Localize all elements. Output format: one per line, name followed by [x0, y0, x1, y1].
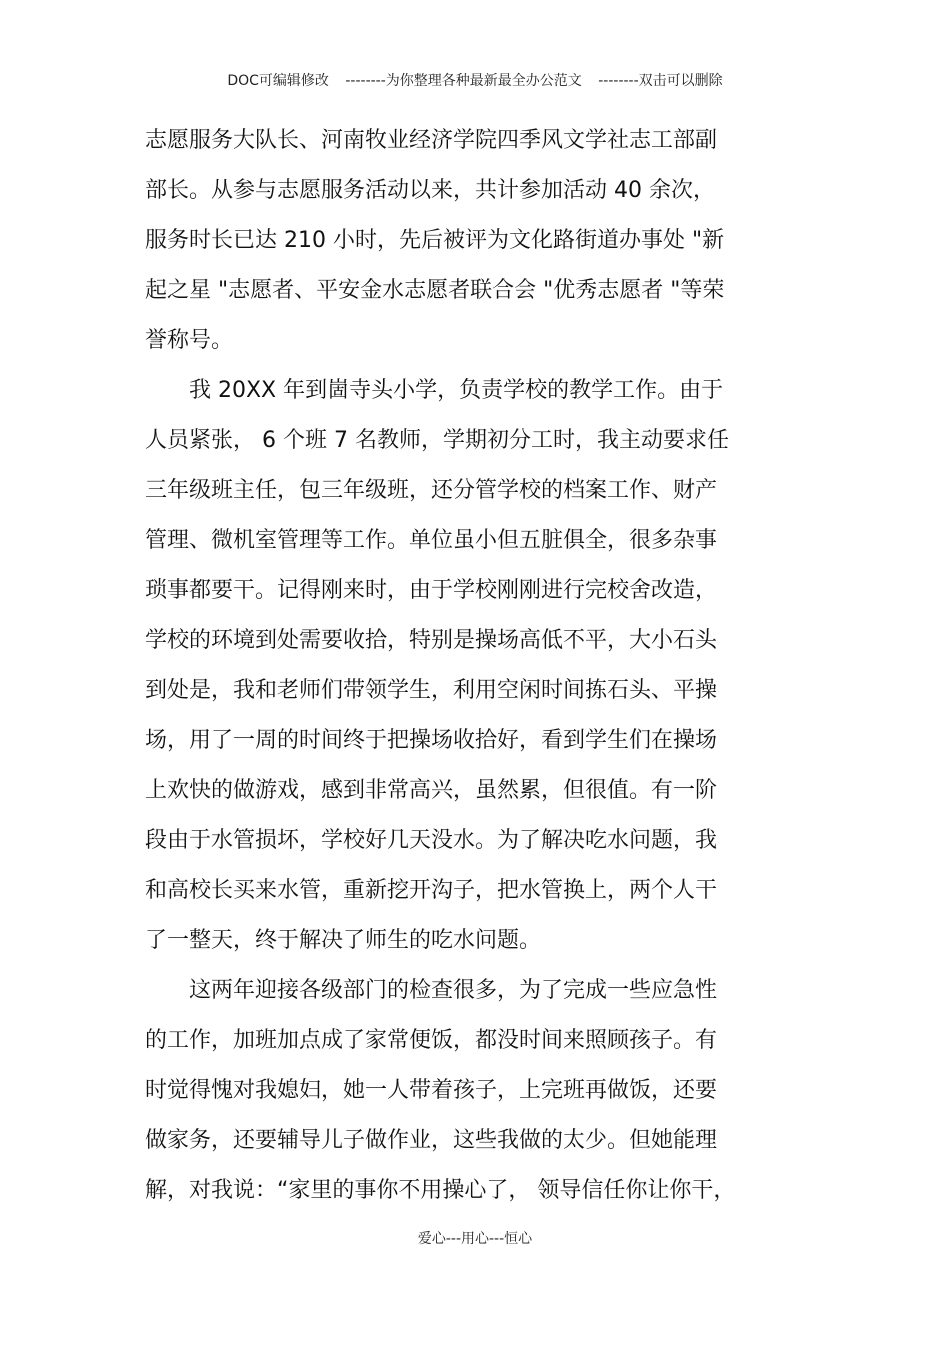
- body-line: 场，用了一周的时间终于把操场收拾好，看到学生们在操场: [145, 728, 718, 753]
- body-line: 人员紧张， 6 个班 7 名教师，学期初分工时，我主动要求任: [145, 428, 729, 453]
- page-header: [0, 72, 950, 90]
- body-line: 学校的环境到处需要收拾，特别是操场高低不平，大小石头: [145, 628, 718, 653]
- body-line: 段由于水管损坏，学校好几天没水。为了解决吃水问题，我: [145, 828, 718, 853]
- body-line: 琐事都要干。记得刚来时，由于学校刚刚进行完校舍改造，: [145, 578, 718, 603]
- body-line: 了一整天，终于解决了师生的吃水问题。: [145, 928, 542, 953]
- body-line: 这两年迎接各级部门的检查很多，为了完成一些应急性: [145, 978, 718, 1003]
- header-slogan: --------为你整理各种最新最全办公范文: [345, 73, 582, 89]
- header-delete-hint: --------双击可以删除: [598, 73, 723, 89]
- body-line: 起之星 "志愿者、平安金水志愿者联合会 "优秀志愿者 "等荣: [145, 278, 725, 303]
- body-line: 服务时长已达 210 小时，先后被评为文化路街道办事处 "新: [145, 228, 725, 253]
- body-line: 解，对我说：“家里的事你不用操心了， 领导信任你让你干，: [145, 1178, 736, 1203]
- body-line: 时觉得愧对我媳妇，她一人带着孩子，上完班再做饭，还要: [145, 1078, 718, 1103]
- body-line: 志愿服务大队长、河南牧业经济学院四季风文学社志工部副: [145, 128, 718, 153]
- body-line: 三年级班主任，包三年级班，还分管学校的档案工作、财产: [145, 478, 718, 503]
- page-footer: 爱心---用心---恒心: [417, 1231, 533, 1247]
- body-line: 我 20XX 年到崮寺头小学，负责学校的教学工作。由于: [145, 378, 724, 403]
- body-line: 和高校长买来水管，重新挖开沟子，把水管换上，两个人干: [145, 878, 718, 903]
- body-line: 的工作，加班加点成了家常便饭，都没时间来照顾孩子。有: [145, 1028, 718, 1053]
- header-doc-label: DOC可编辑修改: [227, 73, 329, 89]
- body-line: 管理、微机室管理等工作。单位虽小但五脏俱全，很多杂事: [145, 528, 718, 553]
- body-line: 到处是，我和老师们带领学生，利用空闲时间拣石头、平操: [145, 678, 718, 703]
- body-line: 誉称号。: [145, 328, 234, 353]
- body-line: 上欢快的做游戏，感到非常高兴，虽然累，但很值。有一阶: [145, 778, 718, 803]
- body-line: 部长。从参与志愿服务活动以来，共计参加活动 40 余次，: [145, 178, 715, 203]
- body-line: 做家务，还要辅导儿子做作业，这些我做的太少。但她能理: [145, 1128, 718, 1153]
